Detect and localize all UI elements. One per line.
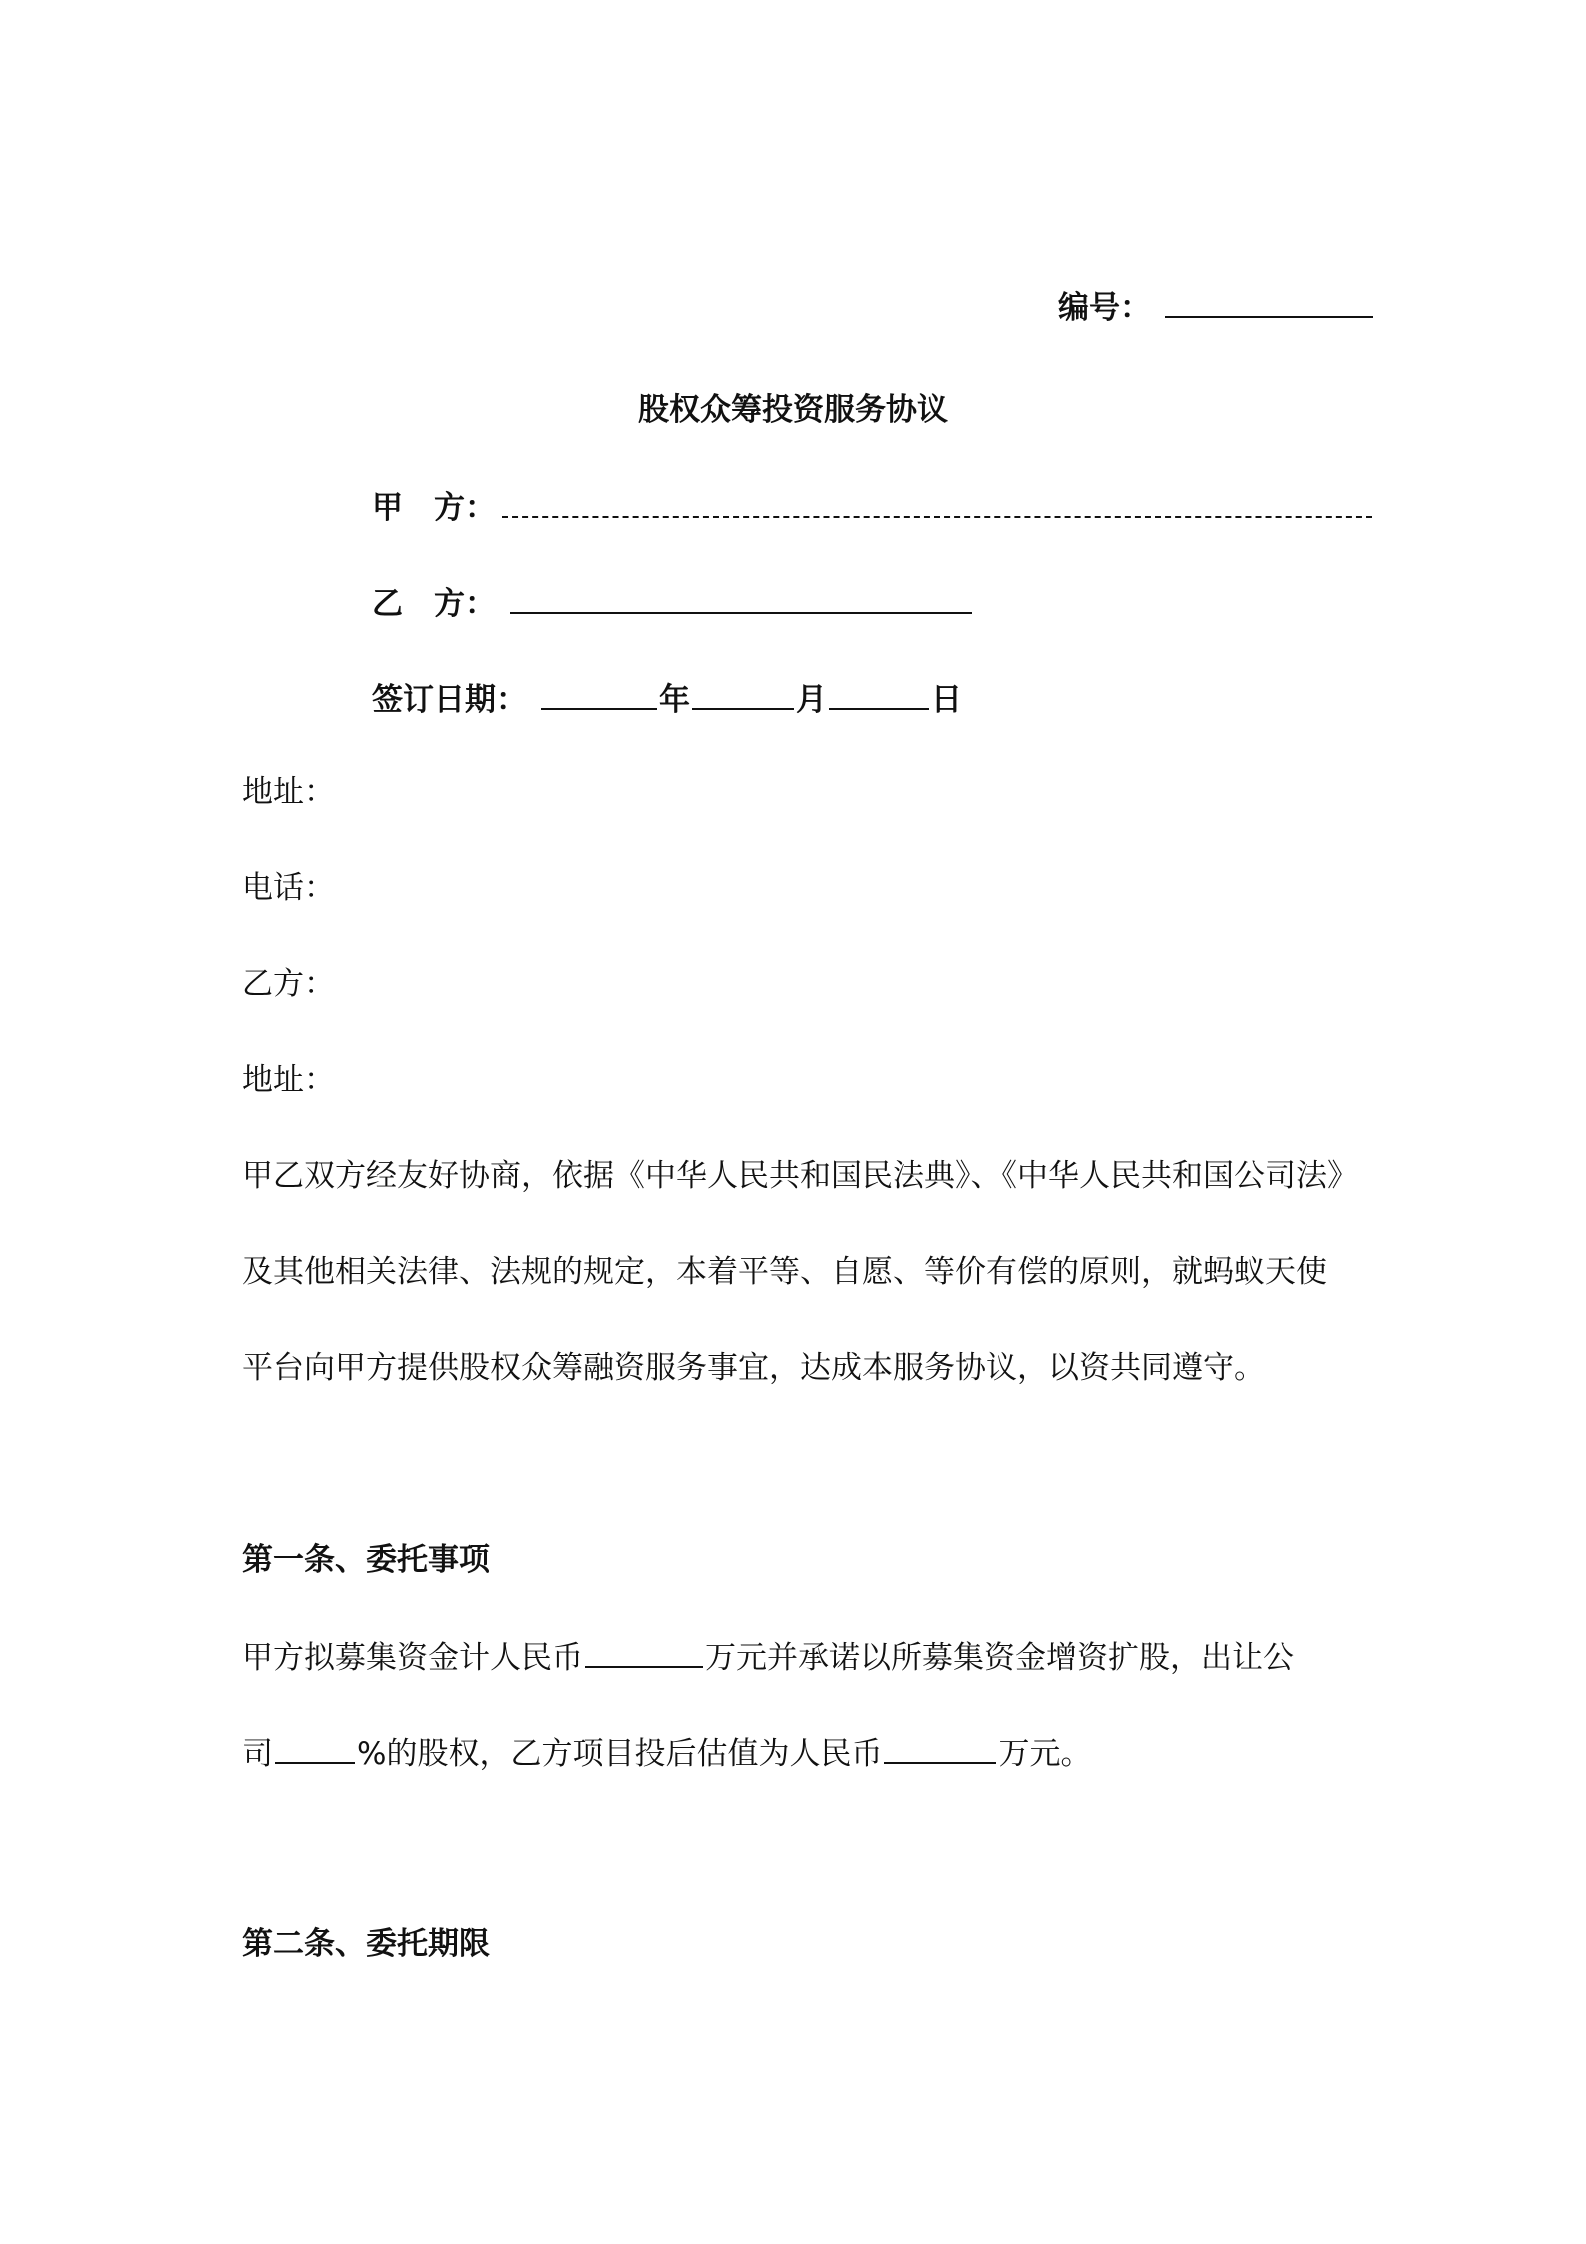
intro-line-3: 平台向甲方提供股权众筹融资服务事宜，达成本服务协议，以资共同遵守。 bbox=[242, 1350, 1265, 1386]
signing-date-label: 签订日期： bbox=[372, 682, 527, 718]
serial-number-blank bbox=[1165, 286, 1373, 318]
phone-field: 电话： bbox=[242, 870, 335, 906]
fundraising-text: 甲方拟募集资金计人民币 bbox=[242, 1640, 583, 1676]
party-a-blank bbox=[502, 486, 1372, 518]
party-b-blank bbox=[510, 582, 972, 614]
day-label: 日 bbox=[931, 682, 962, 718]
equity-percent-blank bbox=[275, 1732, 355, 1764]
year-label: 年 bbox=[659, 682, 690, 718]
valuation-blank bbox=[884, 1732, 996, 1764]
intro-line-2: 及其他相关法律、法规的规定，本着平等、自愿、等价有偿的原则，就蚂蚁天使 bbox=[242, 1254, 1327, 1290]
section-1-line-2 bbox=[242, 1732, 1091, 1774]
section-1-line-1 bbox=[242, 1636, 1294, 1678]
valuation-unit-text: 万元。 bbox=[998, 1736, 1092, 1772]
signing-date-row bbox=[372, 678, 962, 720]
party-a-label: 甲 方： bbox=[372, 490, 496, 526]
party-b-label: 乙 方： bbox=[372, 586, 496, 622]
company-text: 司 bbox=[242, 1736, 273, 1772]
address-field-2: 地址： bbox=[242, 1062, 335, 1098]
serial-number-row bbox=[1058, 286, 1373, 328]
year-blank bbox=[541, 678, 657, 710]
serial-number-label: 编号： bbox=[1058, 290, 1151, 326]
party-a-row bbox=[372, 486, 1372, 528]
party-b-row bbox=[372, 582, 972, 624]
day-blank bbox=[829, 678, 929, 710]
month-blank bbox=[692, 678, 794, 710]
address-field-1: 地址： bbox=[242, 774, 335, 810]
capital-increase-text: 万元并承诺以所募集资金增资扩股，出让公 bbox=[705, 1640, 1294, 1676]
section-2-heading: 第二条、委托期限 bbox=[242, 1926, 490, 1962]
intro-line-1: 甲乙双方经友好协商，依据《中华人民共和国民法典》、《中华人民共和国公司法》 bbox=[242, 1158, 1358, 1194]
document-title: 股权众筹投资服务协议 bbox=[638, 392, 948, 428]
party-b-field: 乙方： bbox=[242, 966, 335, 1002]
fundraising-amount-blank bbox=[585, 1636, 703, 1668]
month-label: 月 bbox=[796, 682, 827, 718]
section-1-heading: 第一条、委托事项 bbox=[242, 1542, 490, 1578]
equity-text: %的股权，乙方项目投后估值为人民币 bbox=[357, 1736, 883, 1772]
